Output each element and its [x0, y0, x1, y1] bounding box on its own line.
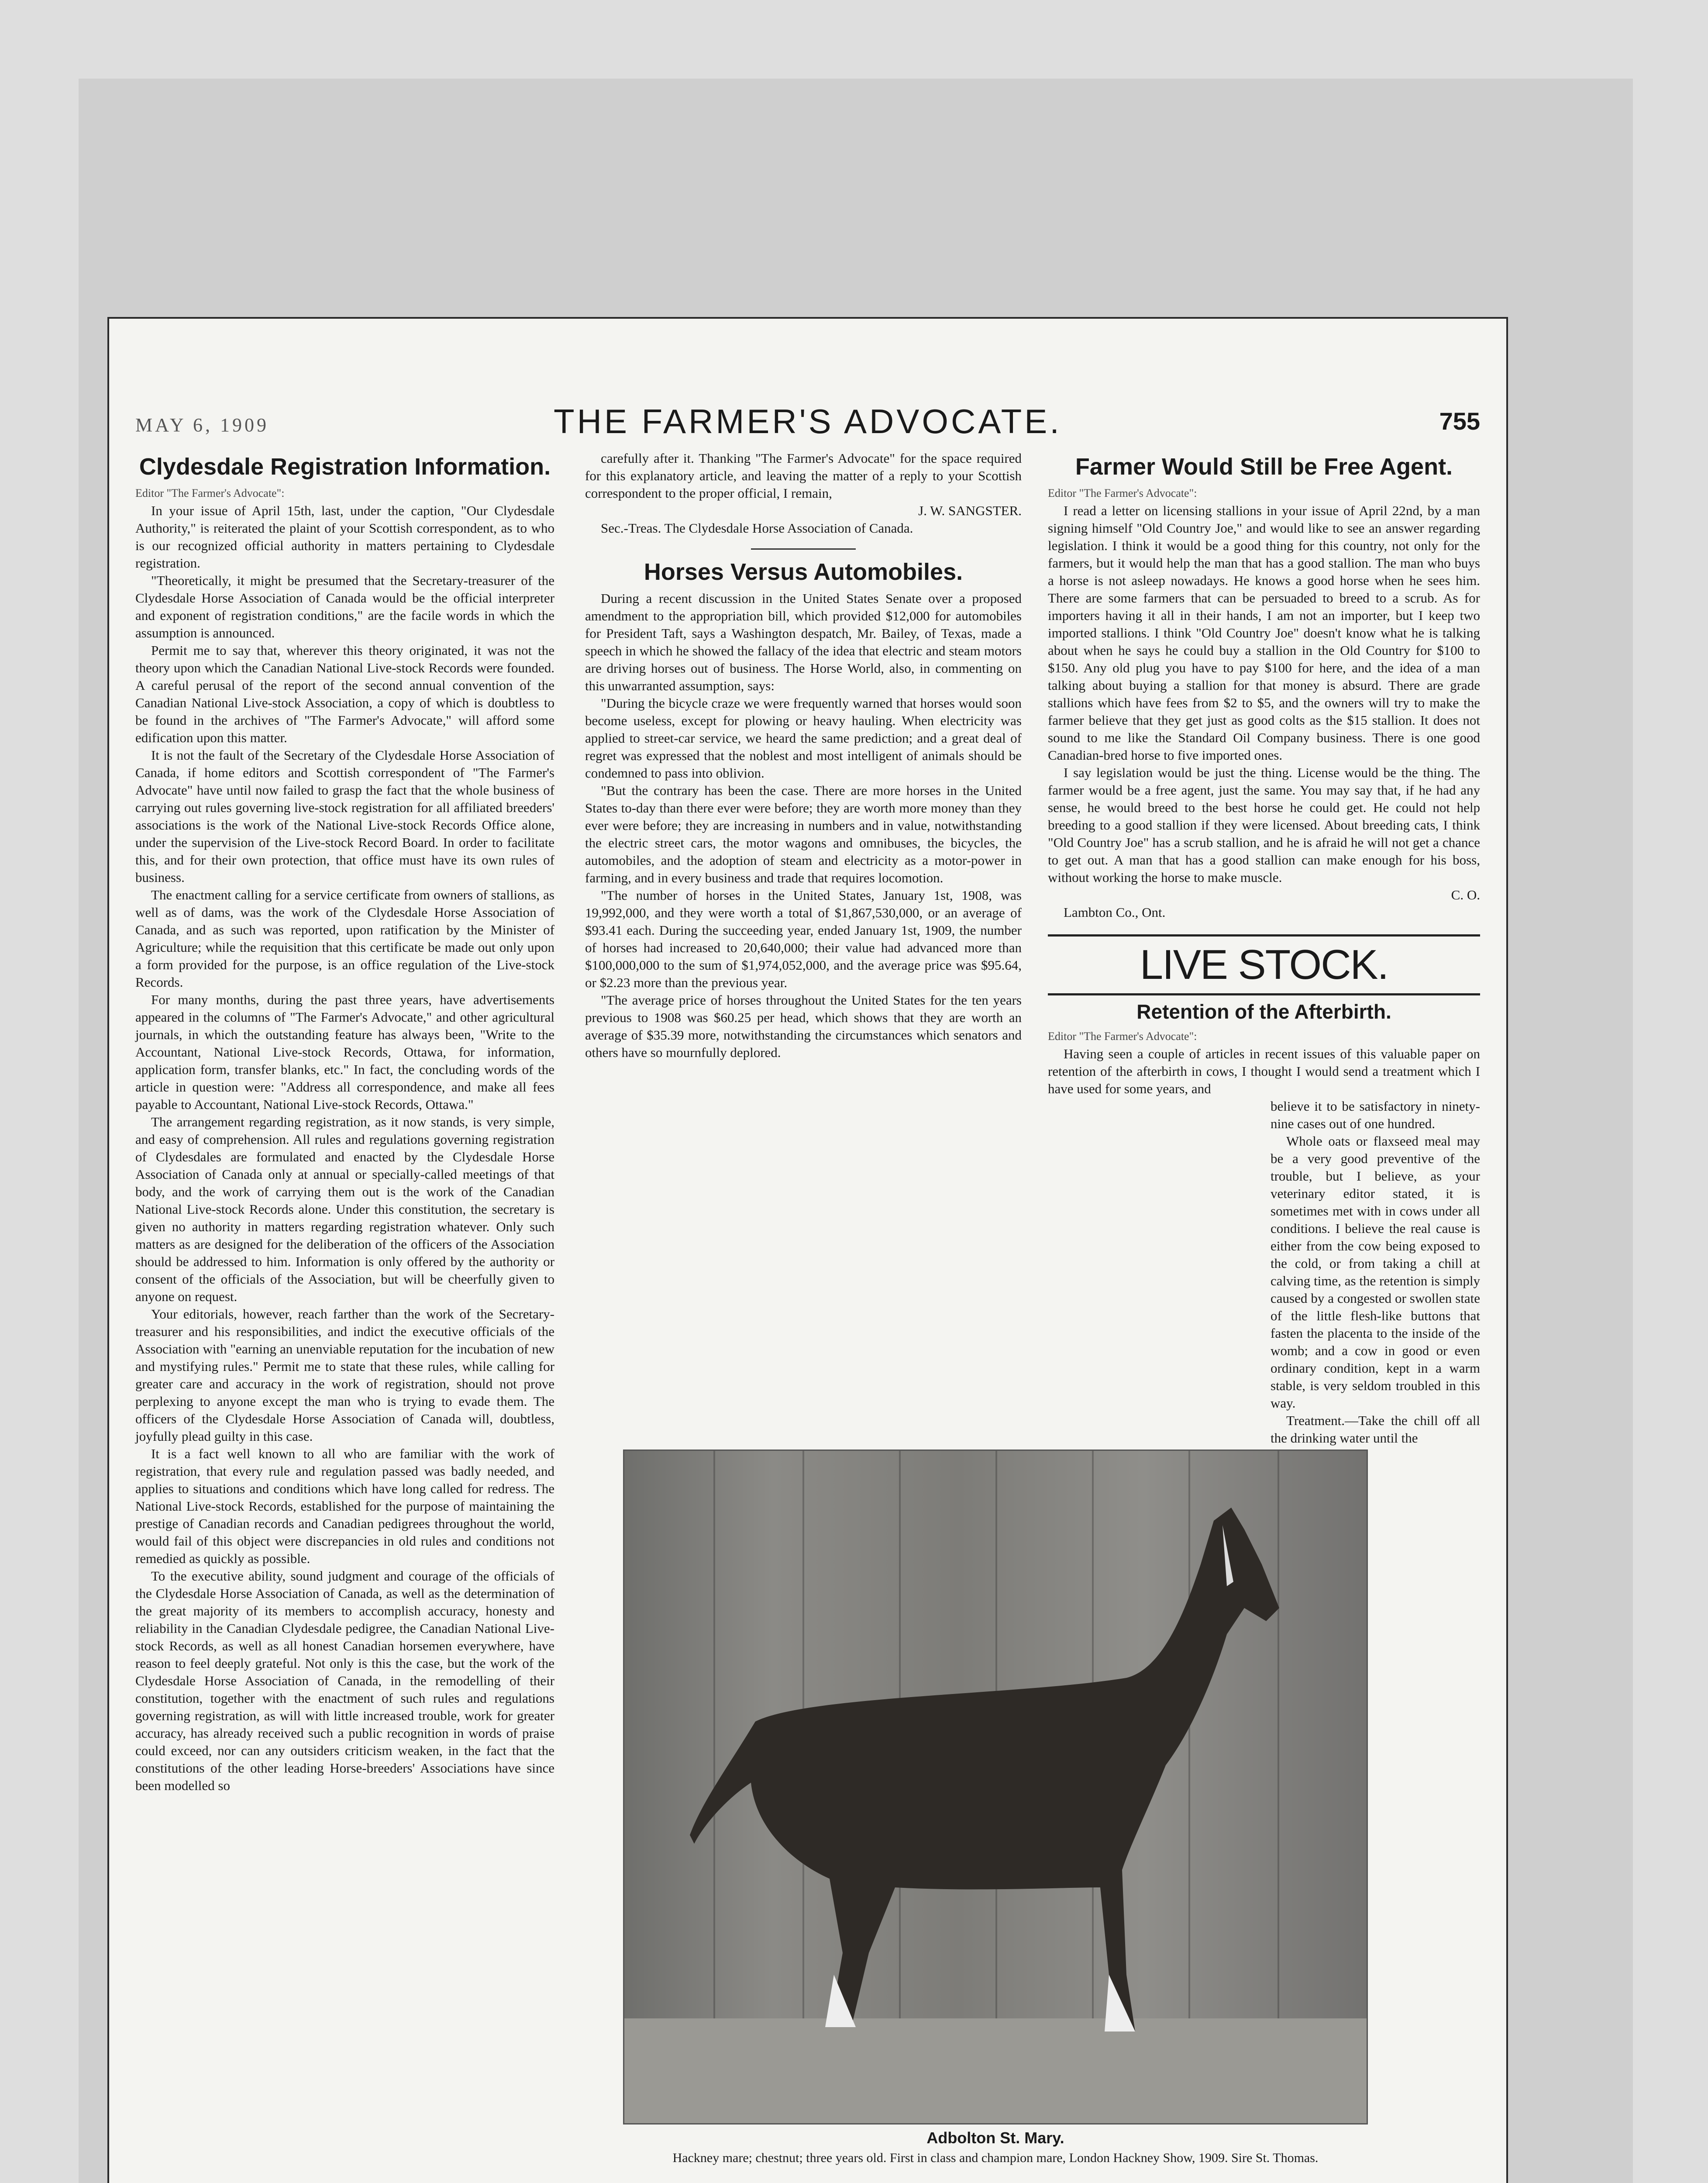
article-paragraph: carefully after it. Thanking "The Farmer's Advocate" for the space required for this explanatory article, and leaving the matter of a reply to your Scottish correspondent to the proper official, I remain,: [585, 451, 1022, 501]
article-headline-horses-automobiles: Horses Versus Automobiles.: [644, 559, 963, 585]
article-paragraph: Treatment.—Take the chill off all the drinking water until the: [1271, 1413, 1480, 1446]
article-paragraph: I read a letter on licensing stallions in your issue of April 22nd, by a man signing himself "Old Country Joe," and would like to see an answer regarding legislation. I think it would be a good thing for this country, not only for the farmers, but it would help the man that has a good stallion. The man who buys a horse is not asleep nowadays. He knows a good horse when he sees him. There are some farmers that can be persuaded to breed to a scrub. As for importers having it all in their hands, I am not an importer, but I keep two imported stallions. I think "Old Country Joe" doesn't know what he is talking about when he says he could buy a stallion in the Old Country for $100 to $150. Any old plug you have to pay $100 for here, and the idea of a man talking about buying a stallion for that money is absurd. There are grade stallions which have fees from $2 to $5, and the owners will try to make the farmer believe that they get just as good colts as the $15 stallion. It does not sound to me like the Standard Oil Company business. There is one good Canadian-bred horse to five imported ones.: [1048, 503, 1480, 763]
masthead-title: THE FARMER'S ADVOCATE.: [554, 402, 1062, 441]
article-paragraph: For many months, during the past three years, have advertisements appeared in the columns of "The Farmer's Advocate," and other agricultural journals, in which the outstanding feature has always been, "Write to the Accountant, National Live-stock Records, Ottawa, for information, application form, transfer blanks, etc." In fact, the concluding words of the article in question were: "Address all correspondence, and make all fees payable to Accountant, National Live-stock Records, Ottawa.": [135, 992, 554, 1112]
column-1: [135, 450, 554, 1794]
article-paragraph: To the executive ability, sound judgment and courage of the officials of the Clydesdale Horse Association of Canada, as well as the determination of the great majority of its members to accomplish accuracy, honesty and reliability in the Canadian Clydesdale pedigree, the Canadian National Live-stock Records, as well as all honest Canadian horsemen everywhere, have reason to feel deeply grateful. Not only is this the case, but the work of the Clydesdale Horse Association of Canada, in the remodelling of their constitution, together with the enactment of such rules and regulations governing registration, as will with little increased trouble, work for greater accuracy, has already received such a public recognition in words of praise could exceed, nor can any outsiders criticism weaken, in the fact that the constitutions of the other leading Horse-breeders' Associations have since been modelled so: [135, 1568, 554, 1793]
horse-photo: [623, 1450, 1368, 2124]
article-paragraph: Permit me to say that, wherever this theory originated, it was not the theory upon which the Canadian National Live-stock Records were founded. A careful perusal of the report of the second annual convention of the Canadian National Live-stock Association, a copy of which is doubtless to be found in the archives of "The Farmer's Advocate," will afford some edification upon this matter.: [135, 643, 554, 745]
page-header: [135, 402, 1480, 441]
divider-rule: [751, 548, 856, 550]
article-headline-afterbirth: Retention of the Afterbirth.: [1136, 1000, 1391, 1023]
article-paragraph: The enactment calling for a service certificate from owners of stallions, as well as of dams, was the work of the Clydesdale Horse Association of Canada, and as such was reported, upon ratification by the Minister of Agriculture; while the requisition that this certificate be made out only upon a form provided for the purpose, is an office regulation of the Live-stock Records.: [135, 887, 554, 990]
article-paragraph: In your issue of April 15th, last, under the caption, "Our Clydesdale Authority," is reiterated the plaint of your Scottish correspondent, as to who is our recognized official authority in matters pertaining to Clydesdale registration.: [135, 503, 554, 571]
article-paragraph: "The average price of horses throughout the United States for the ten years previous to 1908 was $60.25 per head, which shows that they are worth an average of $35.39 more, notwithstanding the circumstances which senators and others have so mournfully deplored.: [585, 992, 1022, 1060]
narrow-text-block: [1271, 1098, 1480, 1447]
signature-title: Sec.-Treas. The Clydesdale Horse Association of Canada.: [601, 520, 913, 536]
article-paragraph: "During the bicycle craze we were frequently warned that horses would soon become useless, except for plowing or heavy hauling. When electricity was applied to street-car service, we heard the same prediction; and a great deal of regret was expressed that the noblest and most intelligent of animals should be condemned to pass into oblivion.: [585, 696, 1022, 781]
editor-salutation: Editor "The Farmer's Advocate":: [1048, 487, 1197, 499]
editor-salutation: Editor "The Farmer's Advocate":: [1048, 1030, 1197, 1043]
article-paragraph: The arrangement regarding registration, as it now stands, is very simple, and easy of comprehension. All rules and regulations governing registration of Clydesdales are formulated and enacted by the Clydesdale Horse Association of Canada only at annual or specially-called meetings of that body, and the work of carrying them out is the work of the Canadian National Live-stock Records alone. Under this constitution, the secretary is given no authority in matters regarding registration whatever. Only such matters as are designed for the deliberation of the officers of the Association should be addressed to him. Information is only offered by the authority or consent of the officials of the Association, but will be cheerfully given to anyone on request.: [135, 1114, 554, 1304]
section-banner-live-stock: LIVE STOCK.: [1048, 934, 1480, 995]
column-3: [1048, 450, 1480, 1447]
horse-silhouette: [624, 1451, 1367, 2123]
signature: C. O.: [1451, 887, 1480, 902]
signature-location: Lambton Co., Ont.: [1064, 905, 1166, 920]
article-paragraph: believe it to be satisfactory in ninety-nine cases out of one hundred.: [1271, 1098, 1480, 1131]
article-paragraph: "The number of horses in the United States, January 1st, 1908, was 19,992,000, and they were worth a total of $1,867,530,000, or an average of $93.41 each. During the succeeding year, ended January 1st, 1909, the number of horses had increased to 20,640,000; their value had advanced more than $100,000,000 to the sum of $1,974,052,000, and the average price was $95.64, or $2.23 more than the previous year.: [585, 888, 1022, 990]
article-headline-free-agent: Farmer Would Still be Free Agent.: [1075, 454, 1453, 480]
article-paragraph: It is not the fault of the Secretary of the Clydesdale Horse Association of Canada, if home editors and Scottish correspondent of "The Farmer's Advocate" have until now failed to grasp the fact that the whole business of carrying out rules governing live-stock registration for all affiliated breeders' associations is the work of the National Live-stock Records Office alone, under the supervision of the Live-stock Record Board. In order to facilitate this, and for their own protection, that office must have its own rules of business.: [135, 747, 554, 885]
article-paragraph: During a recent discussion in the United States Senate over a proposed amendment to the appropriation bill, which provided $12,000 for automobiles for President Taft, says a Washington despatch, Mr. Bailey, of Texas, made a speech in which he showed the fallacy of the idea that electric and steam motors are driving horses out of business. The Horse World, also, in commenting on this unwarranted assumption, says:: [585, 591, 1022, 693]
article-paragraph: Having seen a couple of articles in recent issues of this valuable paper on retention of the afterbirth in cows, I thought I would send a treatment which I have used for some years, and: [1048, 1046, 1480, 1096]
article-paragraph: Whole oats or flaxseed meal may be a very good preventive of the trouble, but I believe, as your veterinary editor stated, it is sometimes met with in cows under all conditions. I believe the real cause is either from the cow being exposed to the cold, or from taking a chill at calving time, as the retention is simply caused by a congested or swollen state of the little flesh-like buttons that fasten the placenta to the inside of the womb; and a cow in good or even ordinary condition, kept in a warm stable, is very seldom troubled in this way.: [1271, 1133, 1480, 1411]
article-paragraph: I say legislation would be just the thing. License would be the thing. The farmer would be a free agent, just the same. You may say that, if he had any sense, he would breed to the best horse he could get. He could not help breeding to a good stallion if they were licensed. About breeding cats, I think "Old Country Joe" has a scrub stallion, and he is afraid he will not get a chance to get out. A man that has a good stallion can make enough for his boss, without working the horse to make muscle.: [1048, 765, 1480, 885]
signature: J. W. SANGSTER.: [918, 503, 1022, 518]
column-2: [585, 450, 1022, 1061]
article-paragraph: Your editorials, however, reach farther than the work of the Secretary-treasurer and his responsibilities, and indict the executive officials of the Association with "earning an unenviable reputation for the incubation of new and mystifying rules." Permit me to state that these rules, while calling for greater care and accuracy in the work of registration, should not prove perplexing to anyone except the man who is trying to evade them. The officers of the Clydesdale Horse Association of Canada will, doubtless, joyfully plead guilty in this case.: [135, 1306, 554, 1444]
article-paragraph: "But the contrary has been the case. There are more horses in the United States to-day than there ever were before; they are worth more money than they ever were before; they are increasing in numbers and in value, notwithstanding the electric street cars, the motor wagons and omnibuses, the bicycles, the automobiles, and the adoption of steam and electricity as a motor-power in farming, and in every business and trade that requires locomotion.: [585, 783, 1022, 885]
issue-date: MAY 6, 1909: [135, 414, 269, 436]
article-paragraph: It is a fact well known to all who are familiar with the work of registration, that every rule and regulation passed was badly needed, and applies to situations and conditions which have long called for redress. The National Live-stock Records, established for the purpose of maintaining the prestige of Canadian records and Canadian pedigrees throughout the world, would fail of this object were discrepancies in old rules and conditions not remedied as quickly as possible.: [135, 1446, 554, 1566]
newspaper-page: [109, 319, 1506, 2183]
photo-caption-title: Adbolton St. Mary.: [926, 2129, 1064, 2147]
photo-block: [585, 1450, 1406, 2166]
photo-caption-description: Hackney mare; chestnut; three years old. First in class and champion mare, London Hackney Show, 1909. Sire St. Thomas.: [672, 2151, 1319, 2165]
page-number: 755: [1439, 407, 1480, 435]
article-headline-clydesdale: Clydesdale Registration Information.: [139, 454, 551, 480]
article-paragraph: "Theoretically, it might be presumed that the Secretary-treasurer of the Clydesdale Horse Association of Canada would be the official interpreter and exponent of registration conditions," are the facile words in which the assumption is announced.: [135, 573, 554, 640]
editor-salutation: Editor "The Farmer's Advocate":: [135, 487, 285, 499]
